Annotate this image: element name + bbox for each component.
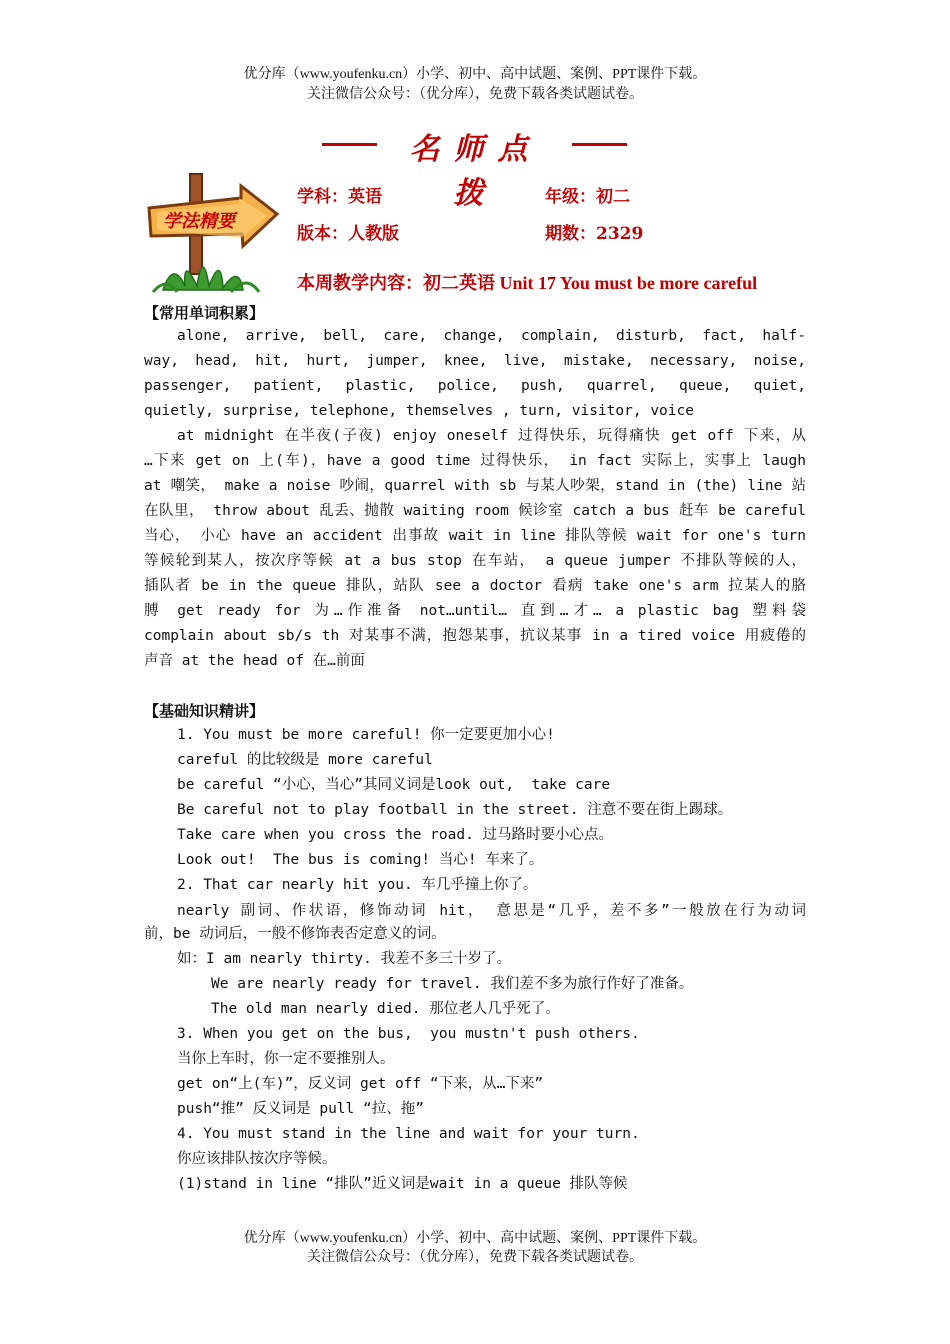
vocab-words-line: alone, arrive, bell, care, change, complain, disturb, fact, half- <box>177 328 806 344</box>
subject-label: 学科：英语 <box>297 187 382 207</box>
weekly-content: 本周教学内容：初二英语 Unit 17 You must be more careful <box>297 273 758 293</box>
knowledge-line: get on“上(车)”，反义词 get off “下来，从…下来” <box>177 1076 544 1092</box>
vocab-words-line: passenger, patient, plastic, police, push, quarrel, queue, quiet, <box>144 378 806 394</box>
issue-label: 期数：2329 <box>545 224 644 244</box>
edition-label: 版本：人教版 <box>297 224 399 244</box>
vocab-phrases-line: at 嘲笑， make a noise 吵闹，quarrel with sb 与某人吵架，stand in (the) line 站 <box>144 478 806 494</box>
knowledge-line: 前，be 动词后，一般不修饰表否定意义的词。 <box>144 926 446 942</box>
vocab-phrases-line: 当心， 小心 have an accident 出事故 wait in line 排队等候 wait for one's turn <box>144 528 806 544</box>
banner-right-rule <box>572 143 627 146</box>
knowledge-line: (1)stand in line “排队”近义词是wait in a queue 排队等候 <box>177 1176 628 1192</box>
vocab-phrases-line: 在队里， throw about 乱丢、抛散 waiting room 候诊室 catch a bus 赶车 be careful <box>144 503 806 519</box>
knowledge-line: We are nearly ready for travel. 我们差不多为旅行作好了准备。 <box>211 976 694 992</box>
vocab-words-line: quietly, surprise, telephone, themselves , turn, visitor, voice <box>144 403 694 419</box>
signpost-logo <box>143 168 283 298</box>
vocab-phrases-line: 声音 at the head of 在…前面 <box>144 653 365 669</box>
knowledge-line: 你应该排队按次序等候。 <box>177 1151 337 1167</box>
knowledge-line: 如：I am nearly thirty. 我差不多三十岁了。 <box>177 951 512 967</box>
knowledge-line: 4. You must stand in the line and wait for your turn. <box>177 1126 640 1142</box>
knowledge-line: 当你上车时，你一定不要推别人。 <box>177 1051 395 1067</box>
banner-title: 名师点拨 <box>409 132 542 211</box>
grade-label: 年级：初二 <box>545 187 630 207</box>
vocab-phrases-line: at midnight 在半夜(子夜) enjoy oneself 过得快乐，玩得痛快 get off 下来，从 <box>177 428 806 444</box>
logo-sign-text: 学法精要 <box>163 211 235 232</box>
knowledge-line: 2. That car nearly hit you. 车几乎撞上你了。 <box>177 877 538 893</box>
knowledge-line: 1. You must be more careful! 你一定要更加小心! <box>177 727 555 743</box>
vocab-phrases-line: 插队者 be in the queue 排队，站队 see a doctor 看病 take one's arm 拉某人的胳 <box>144 578 806 594</box>
vocab-phrases-line: complain about sb/s th 对某事不满，抱怨某事，抗议某事 in a tired voice 用疲倦的 <box>144 628 806 644</box>
header-line-2: 关注微信公众号：（优分库），免费下载各类试题试卷。 <box>307 87 643 102</box>
knowledge-line: The old man nearly died. 那位老人几乎死了。 <box>211 1001 560 1017</box>
knowledge-line: 3. When you get on the bus, you mustn't push others. <box>177 1026 640 1042</box>
vocab-phrases-line: …下来 get on 上(车)，have a good time 过得快乐， in fact 实际上，实事上 laugh <box>144 453 806 469</box>
knowledge-line: careful 的比较级是 more careful <box>177 752 433 768</box>
knowledge-line: Take care when you cross the road. 过马路时要小心点。 <box>177 827 614 843</box>
footer-line-1: 优分库（www.youfenku.cn）小学、初中、高中试题、案例、PPT课件下载。 <box>243 1231 707 1246</box>
knowledge-line: push“推” 反义词是 pull “拉、拖” <box>177 1101 424 1117</box>
header-line-1: 优分库（www.youfenku.cn）小学、初中、高中试题、案例、PPT课件下载。 <box>243 67 707 82</box>
vocab-words-line: way, head, hit, hurt, jumper, knee, live, mistake, necessary, noise, <box>144 353 806 369</box>
knowledge-heading: 【基础知识精讲】 <box>144 702 265 720</box>
knowledge-line: Look out! The bus is coming! 当心! 车来了。 <box>177 852 544 868</box>
banner-left-rule <box>322 143 377 146</box>
knowledge-line: be careful “小心，当心”其同义词是look out, take care <box>177 777 611 793</box>
knowledge-line: nearly 副词、作状语，修饰动词 hit， 意思是“几乎，差不多”一般放在行为动词 <box>177 903 806 919</box>
vocab-heading: 【常用单词积累】 <box>144 304 265 322</box>
vocab-phrases-line: 膊 get ready for 为…作准备 not…until… 直到…才… a plastic bag 塑料袋 <box>144 603 806 619</box>
footer-line-2: 关注微信公众号：（优分库），免费下载各类试题试卷。 <box>307 1250 643 1265</box>
vocab-phrases-line: 等候轮到某人，按次序等候 at a bus stop 在车站， a queue jumper 不排队等候的人， <box>144 553 806 569</box>
knowledge-line: Be careful not to play football in the street. 注意不要在街上踢球。 <box>177 802 733 818</box>
